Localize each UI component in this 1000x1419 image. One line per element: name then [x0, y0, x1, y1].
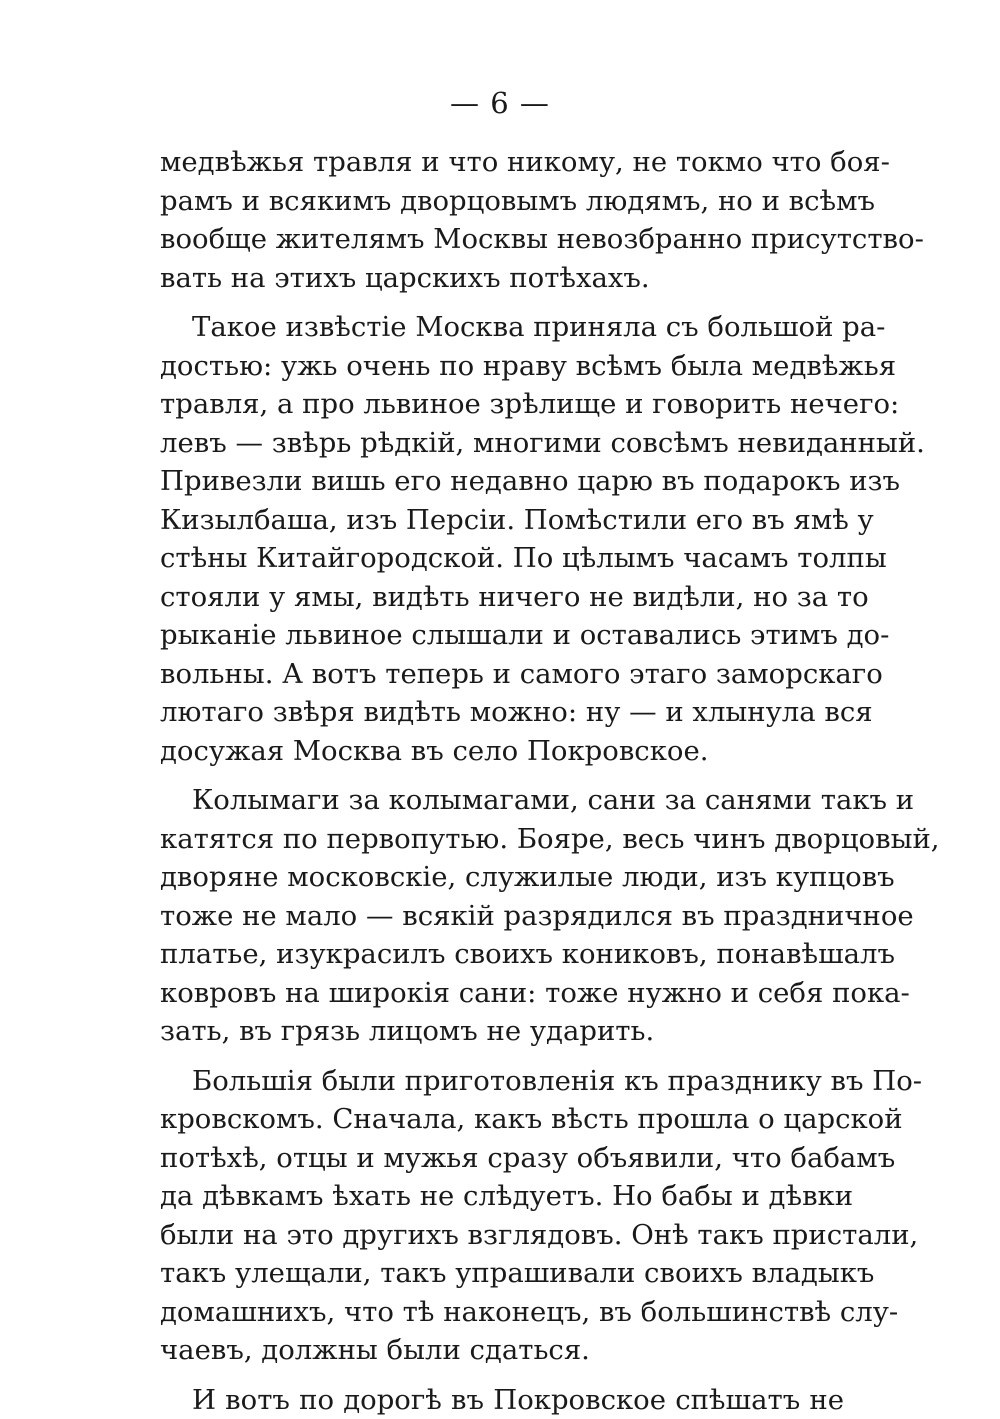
paragraph [160, 1062, 923, 1370]
text-line: Привезли вишь его недавно царю въ подарокъ изъ [160, 465, 901, 497]
text-line: потѣхѣ, отцы и мужья сразу объявили, что бабамъ [160, 1141, 896, 1174]
text-line: левъ — звѣрь рѣдкій, многими совсѣмъ невиданный. [160, 426, 925, 459]
text-line: вольны. А вотъ теперь и самого этаго заморскаго [160, 657, 883, 690]
page-number: — 6 — [450, 86, 550, 120]
text-line: вать на этихъ царскихъ потѣхахъ. [160, 261, 650, 294]
text-line: катятся по первопутью. Бояре, весь чинъ дворцовый, [160, 822, 940, 855]
text-line: медвѣжья травля и что никому, не токмо что боя- [160, 146, 890, 178]
text-line: стояли у ямы, видѣть ничего не видѣли, но за то [160, 580, 869, 613]
text-line: травля, а про львиное зрѣлище и говорить нечего: [160, 388, 900, 420]
text-line: дворяне московскіе, служилые люди, изъ купцовъ [160, 861, 895, 893]
text-line: рыканіе львиное слышали и оставались этимъ до- [160, 619, 890, 651]
text-line: И вотъ по дорогѣ въ Покровское спѣшатъ не [192, 1383, 844, 1416]
text-line: чаевъ, должны были сдаться. [160, 1334, 590, 1366]
text-line: да дѣвкамъ ѣхать не слѣдуетъ. Но бабы и дѣвки [160, 1180, 854, 1212]
text-line: такъ улещали, такъ упрашивали своихъ владыкъ [160, 1257, 875, 1289]
text-line: вообще жителямъ Москвы невозбранно присутство- [160, 223, 924, 255]
text-line: лютаго звѣря видѣть можно: ну — и хлынула вся [160, 696, 873, 728]
paragraph [160, 1381, 844, 1419]
text-line: Большія были приготовленія къ празднику въ По- [192, 1064, 923, 1097]
text-line: стѣны Китайгородской. По цѣлымъ часамъ толпы [160, 542, 887, 574]
text-line: кровскомъ. Сначала, какъ вѣсть прошла о царской [160, 1103, 903, 1135]
text-line: досужая Москва въ село Покровское. [160, 734, 709, 767]
paragraph [160, 781, 940, 1051]
text-line: домашнихъ, что тѣ наконецъ, въ большинствѣ слу- [160, 1295, 899, 1328]
text-line: были на это другихъ взглядовъ. Онѣ такъ пристали, [160, 1218, 919, 1251]
text-line: Колымаги за колымагами, сани за санями такъ и [192, 784, 915, 816]
text-line: рамъ и всякимъ дворцовымъ людямъ, но и всѣмъ [160, 184, 875, 217]
text-line: достью: ужь очень по нраву всѣмъ была медвѣжья [160, 349, 897, 382]
text-line: зать, въ грязь лицомъ не ударить. [160, 1015, 655, 1047]
body-text [160, 143, 940, 1419]
text-line: платье, изукрасилъ своихъ кониковъ, понавѣшалъ [160, 938, 895, 970]
text-line: Кизылбаша, изъ Персіи. Помѣстили его въ ямѣ у [160, 503, 874, 536]
paragraph [160, 143, 924, 297]
text-line: Такое извѣстіе Москва приняла съ большой ра- [192, 311, 886, 343]
text-line: ковровъ на широкія сани: тоже нужно и себя пока- [160, 976, 910, 1009]
text-line: тоже не мало — всякій разрядился въ праздничное [160, 899, 914, 932]
paragraph [160, 308, 925, 770]
